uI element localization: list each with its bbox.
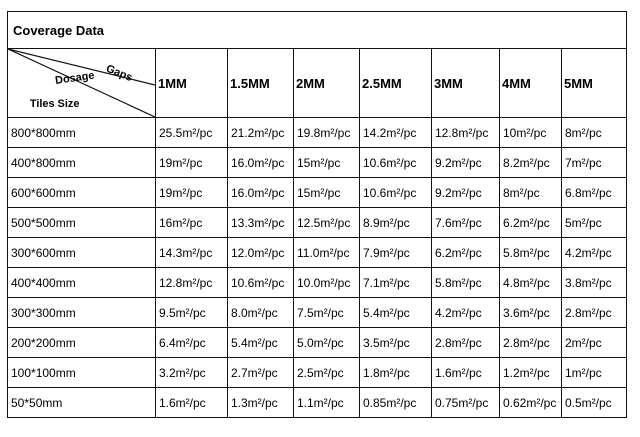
coverage-value-cell: 3.2m²/pc [156, 358, 228, 388]
coverage-value-cell: 6.4m²/pc [156, 328, 228, 358]
coverage-value-cell: 1.8m²/pc [360, 358, 432, 388]
coverage-value-cell: 15m²/pc [294, 178, 360, 208]
coverage-value-cell: 6.2m²/pc [432, 238, 500, 268]
coverage-value-cell: 5.0m²/pc [294, 328, 360, 358]
coverage-value-cell: 3.6m²/pc [500, 298, 562, 328]
coverage-value-cell: 7m²/pc [562, 148, 627, 178]
table-row [8, 118, 627, 148]
table-row [8, 208, 627, 238]
coverage-value-cell: 6.8m²/pc [562, 178, 627, 208]
coverage-value-cell: 2.5m²/pc [294, 358, 360, 388]
coverage-value-cell: 0.5m²/pc [562, 388, 627, 418]
tile-size-cell: 400*400mm [8, 268, 156, 298]
coverage-value-cell: 10.6m²/pc [360, 148, 432, 178]
coverage-value-cell: 8.9m²/pc [360, 208, 432, 238]
coverage-value-cell: 9.5m²/pc [156, 298, 228, 328]
coverage-value-cell: 1.6m²/pc [156, 388, 228, 418]
coverage-value-cell: 6.2m²/pc [500, 208, 562, 238]
coverage-value-cell: 5.8m²/pc [432, 268, 500, 298]
table-row [8, 238, 627, 268]
coverage-table [7, 11, 627, 418]
coverage-value-cell: 1.1m²/pc [294, 388, 360, 418]
coverage-value-cell: 0.62m²/pc [500, 388, 562, 418]
coverage-value-cell: 8m²/pc [562, 118, 627, 148]
table-row [8, 358, 627, 388]
coverage-value-cell: 7.6m²/pc [432, 208, 500, 238]
tile-size-cell: 800*800mm [8, 118, 156, 148]
coverage-value-cell: 10.0m²/pc [294, 268, 360, 298]
table-row [8, 268, 627, 298]
coverage-value-cell: 8.0m²/pc [228, 298, 294, 328]
coverage-value-cell: 4.2m²/pc [432, 298, 500, 328]
table-title: Coverage Data [8, 12, 627, 49]
coverage-value-cell: 1.6m²/pc [432, 358, 500, 388]
coverage-value-cell: 11.0m²/pc [294, 238, 360, 268]
tiles-size-label: Tiles Size [29, 97, 80, 111]
coverage-value-cell: 12.0m²/pc [228, 238, 294, 268]
dosage-label: Dosage [54, 69, 96, 87]
coverage-value-cell: 9.2m²/pc [432, 148, 500, 178]
coverage-value-cell: 8m²/pc [500, 178, 562, 208]
coverage-value-cell: 19m²/pc [156, 148, 228, 178]
tile-size-cell: 200*200mm [8, 328, 156, 358]
table-row [8, 298, 627, 328]
coverage-value-cell: 0.75m²/pc [432, 388, 500, 418]
table-row [8, 178, 627, 208]
coverage-value-cell: 10m²/pc [500, 118, 562, 148]
coverage-value-cell: 10.6m²/pc [360, 178, 432, 208]
coverage-value-cell: 2.7m²/pc [228, 358, 294, 388]
gap-header-1: 1.5MM [228, 49, 294, 118]
tile-size-cell: 50*50mm [8, 388, 156, 418]
tile-size-cell: 600*600mm [8, 178, 156, 208]
tile-size-cell: 500*500mm [8, 208, 156, 238]
header-row [8, 49, 627, 118]
gap-header-0: 1MM [156, 49, 228, 118]
diagonal-header-cell [8, 49, 156, 118]
coverage-value-cell: 16.0m²/pc [228, 178, 294, 208]
coverage-value-cell: 2.8m²/pc [500, 328, 562, 358]
tile-size-cell: 100*100mm [8, 358, 156, 388]
coverage-value-cell: 1m²/pc [562, 358, 627, 388]
coverage-value-cell: 2.8m²/pc [562, 298, 627, 328]
coverage-value-cell: 12.5m²/pc [294, 208, 360, 238]
gap-header-4: 3MM [432, 49, 500, 118]
table-row [8, 148, 627, 178]
coverage-value-cell: 0.85m²/pc [360, 388, 432, 418]
gap-header-2: 2MM [294, 49, 360, 118]
tile-size-cell: 400*800mm [8, 148, 156, 178]
coverage-value-cell: 1.2m²/pc [500, 358, 562, 388]
coverage-value-cell: 5.8m²/pc [500, 238, 562, 268]
coverage-value-cell: 13.3m²/pc [228, 208, 294, 238]
coverage-value-cell: 16.0m²/pc [228, 148, 294, 178]
coverage-value-cell: 3.8m²/pc [562, 268, 627, 298]
coverage-value-cell: 14.3m²/pc [156, 238, 228, 268]
tile-size-cell: 300*600mm [8, 238, 156, 268]
coverage-value-cell: 9.2m²/pc [432, 178, 500, 208]
coverage-value-cell: 16m²/pc [156, 208, 228, 238]
coverage-value-cell: 12.8m²/pc [156, 268, 228, 298]
coverage-value-cell: 4.2m²/pc [562, 238, 627, 268]
diagonal-header-graphic [8, 49, 155, 117]
coverage-value-cell: 15m²/pc [294, 148, 360, 178]
coverage-value-cell: 19m²/pc [156, 178, 228, 208]
coverage-value-cell: 25.5m²/pc [156, 118, 228, 148]
coverage-value-cell: 12.8m²/pc [432, 118, 500, 148]
coverage-value-cell: 19.8m²/pc [294, 118, 360, 148]
coverage-value-cell: 8.2m²/pc [500, 148, 562, 178]
coverage-value-cell: 7.9m²/pc [360, 238, 432, 268]
table-row [8, 328, 627, 358]
coverage-value-cell: 2m²/pc [562, 328, 627, 358]
coverage-value-cell: 5.4m²/pc [228, 328, 294, 358]
coverage-value-cell: 5m²/pc [562, 208, 627, 238]
coverage-value-cell: 3.5m²/pc [360, 328, 432, 358]
coverage-value-cell: 5.4m²/pc [360, 298, 432, 328]
gap-header-5: 4MM [500, 49, 562, 118]
table-body [8, 12, 627, 418]
coverage-value-cell: 14.2m²/pc [360, 118, 432, 148]
tile-size-cell: 300*300mm [8, 298, 156, 328]
coverage-value-cell: 7.5m²/pc [294, 298, 360, 328]
coverage-table-container [7, 11, 626, 418]
coverage-value-cell: 4.8m²/pc [500, 268, 562, 298]
table-row [8, 388, 627, 418]
coverage-value-cell: 1.3m²/pc [228, 388, 294, 418]
coverage-value-cell: 21.2m²/pc [228, 118, 294, 148]
gap-header-6: 5MM [562, 49, 627, 118]
coverage-value-cell: 7.1m²/pc [360, 268, 432, 298]
gap-header-3: 2.5MM [360, 49, 432, 118]
coverage-value-cell: 2.8m²/pc [432, 328, 500, 358]
coverage-value-cell: 10.6m²/pc [228, 268, 294, 298]
gaps-label: Gaps [104, 62, 135, 85]
